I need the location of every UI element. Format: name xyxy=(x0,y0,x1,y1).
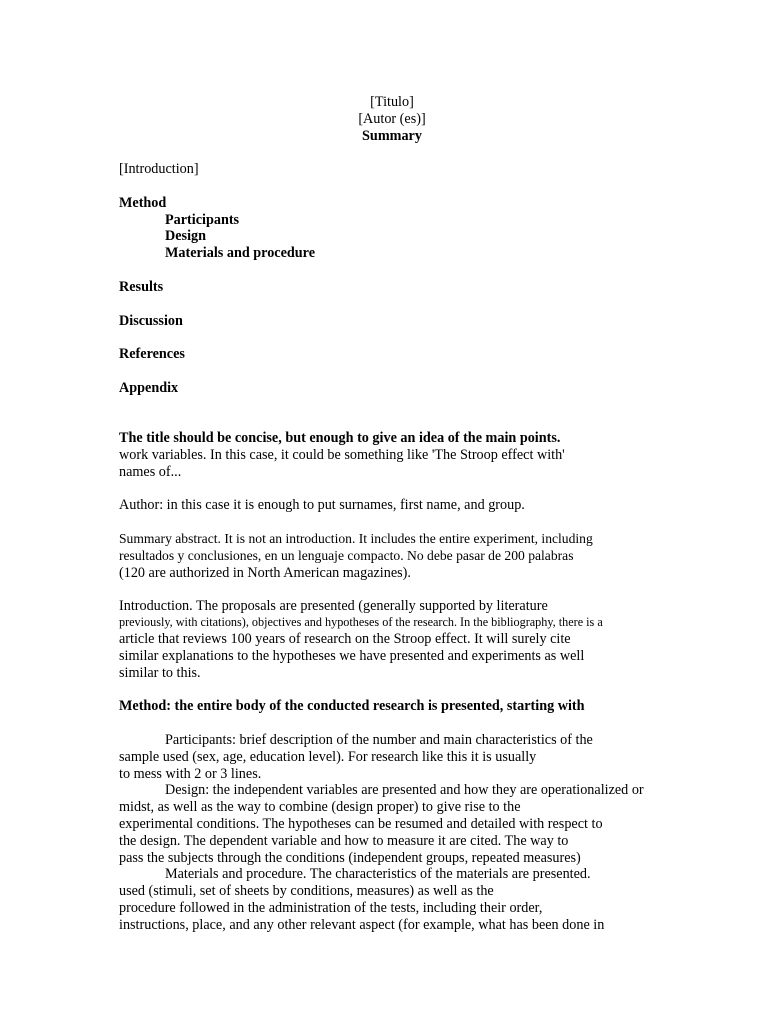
intro-note-line: similar explanations to the hypotheses we have presented and experiments as well xyxy=(119,648,585,664)
design-note-line: Design: the independent variables are presented and how they are operationalized or xyxy=(165,782,644,798)
outline-introduction: [Introduction] xyxy=(119,161,199,177)
design-note-line: pass the subjects through the conditions (independent groups, repeated measures) xyxy=(119,850,581,866)
intro-note-line: similar to this. xyxy=(119,665,201,681)
materials-note-line: Materials and procedure. The characteristics of the materials are presented. xyxy=(165,866,591,882)
outline-results: Results xyxy=(119,279,164,295)
materials-note-line: used (stimuli, set of sheets by conditions, measures) as well as the xyxy=(119,883,494,899)
participants-note-line: sample used (sex, age, education level). For research like this it is usually xyxy=(119,749,537,765)
summary-heading: Summary xyxy=(362,128,422,144)
participants-note-line: Participants: brief description of the number and main characteristics of the xyxy=(165,732,593,748)
title-note-heading: The title should be concise, but enough to give an idea of the main points. xyxy=(119,430,561,446)
document-author: [Autor (es)] xyxy=(358,111,426,127)
outline-design: Design xyxy=(165,228,206,244)
design-note-line: experimental conditions. The hypotheses can be resumed and detailed with respect to xyxy=(119,816,603,832)
participants-note-line: to mess with 2 or 3 lines. xyxy=(119,766,262,782)
design-note-line: the design. The dependent variable and how to measure it are cited. The way to xyxy=(119,833,569,849)
title-note-line: work variables. In this case, it could be something like 'The Stroop effect with' xyxy=(119,447,565,463)
outline-appendix: Appendix xyxy=(119,380,179,396)
outline-materials: Materials and procedure xyxy=(165,245,316,261)
title-note-line: names of... xyxy=(119,464,182,480)
outline-discussion: Discussion xyxy=(119,313,183,329)
summary-note-line: Summary abstract. It is not an introduction. It includes the entire experiment, including xyxy=(119,531,593,546)
intro-note-line: article that reviews 100 years of research on the Stroop effect. It will surely cite xyxy=(119,631,571,647)
materials-note-line: procedure followed in the administration of the tests, including their order, xyxy=(119,900,543,916)
outline-method: Method xyxy=(119,195,167,211)
document-title: [Titulo] xyxy=(370,94,414,110)
materials-note-line: instructions, place, and any other relevant aspect (for example, what has been done in xyxy=(119,917,605,933)
summary-note-line: resultados y conclusiones, en un lenguaje compacto. No debe pasar de 200 palabras xyxy=(119,548,574,563)
summary-note-line: (120 are authorized in North American magazines). xyxy=(119,565,411,581)
intro-note-line: previously, with citations), objectives and hypotheses of the research. In the bibliography, there is a xyxy=(119,615,603,629)
method-note-heading: Method: the entire body of the conducted research is presented, starting with xyxy=(119,698,585,714)
intro-note-line: Introduction. The proposals are presented (generally supported by literature xyxy=(119,598,548,614)
outline-references: References xyxy=(119,346,185,362)
author-note: Author: in this case it is enough to put surnames, first name, and group. xyxy=(119,497,525,513)
design-note-line: midst, as well as the way to combine (design proper) to give rise to the xyxy=(119,799,521,815)
outline-participants: Participants xyxy=(165,212,240,228)
